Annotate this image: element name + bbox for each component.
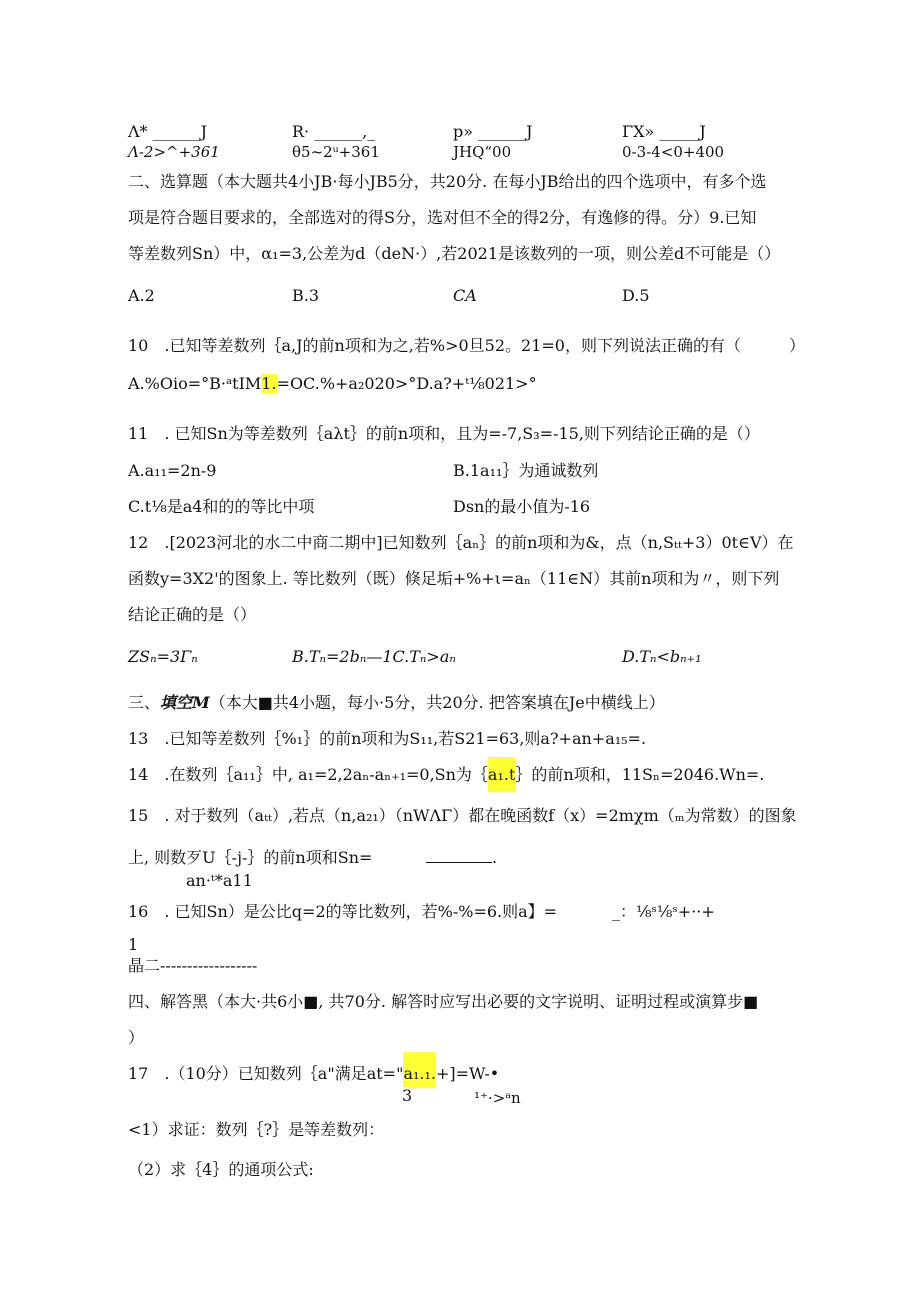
q16-line2: 1 (128, 935, 139, 954)
top-option-3 (453, 122, 533, 162)
section2-line2: 项是符合题目要求的，全部选对的得S分，选对但不全的得2分，有逸修的得。分）9.已知 (128, 208, 757, 227)
top-option-1-line1: Λ* ______J (128, 122, 208, 141)
q17-stem (128, 1064, 499, 1084)
q15-blank-end: . (492, 848, 498, 867)
q12-line2: 函数y=3X2'的图象上. 等比数列（既）倏足垢+%+ι=aₙ（11∈N）其前n项和为〃，则下列 (128, 569, 780, 588)
q17-part2: （2）求｛4｝的通项公式: (128, 1160, 314, 1179)
q17-pre: 17 .（10分）已知数列｛a"满足at=" (128, 1064, 404, 1083)
q15-blank-line (426, 848, 492, 863)
section3-rest: （本大■共4小题，每小·5分，共20分. 把答案填在Je中横线上） (209, 693, 665, 712)
top-option-2 (292, 122, 380, 162)
q17-part1: <1）求证：数列｛?｝是等差数列： (128, 1120, 385, 1139)
section3-title: 填空M (160, 693, 210, 712)
section2-line3: 等差数列Sn）中，α₁=3,公差为d（deN·）,若2021是该数列的一项，则公差d不可能是（） (128, 244, 781, 263)
top-option-3-line1: p» ______J (453, 122, 533, 141)
q12-option-d: D.Tₙ<bₙ₊₁ (622, 647, 702, 666)
q11-stem: 11 . 已知Sn为等差数列｛aλt｝的前n项和，且为=-7,S₃=-15,则下列结论正确的是（） (128, 424, 760, 443)
q12-line3: 结论正确的是（） (128, 605, 257, 624)
q11-option-b: B.1a₁₁｝为通诚数列 (453, 461, 599, 480)
section4-line1: 四、解答黑（本大·共6小■, 共70分. 解答时应写出必要的文字说明、证明过程或演算步■ (128, 992, 759, 1011)
top-option-3-line2: JHQ“00 (453, 143, 512, 161)
top-option-4-line2: 0-3-4<0+400 (622, 143, 725, 161)
q17-highlight: a₁.₁. (403, 1052, 436, 1087)
q15-answer-blank (426, 848, 497, 868)
q10-stem: 10 .已知等差数列｛a,J的前n项和为之,若%>0旦52。21=0，则下列说法正确的有（ ） (128, 336, 805, 355)
section2-line1: 二、选算题（本大题共4小JB·每小JB5分，共20分. 在每小JB给出的四个选项中，有多个选 (128, 172, 767, 191)
top-option-1-line2: Λ-2>^+361 (128, 143, 220, 161)
q15-subscript: an·ᵗ*a11 (186, 871, 253, 890)
q16-tail: _：⅛ˢ⅛ˢ+··+ (612, 902, 715, 921)
top-option-4-line1: ΓX» _____J (622, 122, 706, 141)
q9-option-c: CA (453, 286, 477, 305)
section3-heading (128, 693, 665, 713)
q10-highlight: 1. (261, 374, 277, 393)
q12-option-a: ZSₙ=3Γₙ (128, 647, 198, 666)
section3-prefix: 三、 (128, 693, 161, 712)
q17-sub-right: ¹⁺·>ᵃn (474, 1089, 521, 1107)
q14-text (128, 765, 764, 785)
top-option-1 (128, 122, 220, 162)
section4-line2: ） (128, 1028, 145, 1047)
q12-option-bc: B.Tₙ=2bₙ—1C.Tₙ>aₙ (292, 647, 456, 666)
q12-line1: 12 .[2023河北的水二中商二期中]已知数列｛aₙ｝的前n项和为&，点（n,Sₜₜ+3）0t∈V）在 (128, 533, 794, 552)
q11-option-a: A.a₁₁=2n-9 (128, 461, 217, 480)
q10-options-pre: A.%Oio=°B·ᵃtIM (128, 374, 262, 393)
q16-line3: 晶二------------------ (128, 956, 258, 975)
q11-option-c: C.t⅛是a4和的的等比中项 (128, 497, 315, 516)
q9-option-d: D.5 (622, 286, 650, 305)
q10-options (128, 374, 537, 394)
q9-option-b: B.3 (292, 286, 320, 305)
q14-pre: 14 .在数列｛a₁₁｝中, a₁=2,2aₙ-aₙ₊₁=0,Sn为｛ (128, 765, 488, 784)
q17-post: +]=W-• (436, 1064, 500, 1083)
q13-text: 13 .已知等差数列｛%₁｝的前n项和为S₁₁,若S21=63,则a?+an+a₁₅=. (128, 729, 647, 748)
top-option-4 (622, 122, 724, 162)
q14-highlight: a₁.t (488, 757, 515, 792)
top-option-2-line2: θ5~2ᵘ+361 (292, 143, 380, 161)
q15-line1: 15 . 对于数列（aₜₜ）,若点（n,a₂₁）（nWΛΓ）都在晚函数f（x）=2mχm（ₘ为常数）的图象 (128, 806, 797, 825)
q11-option-d: Dsn的最小值为-16 (453, 497, 591, 516)
q17-sub3: 3 (402, 1086, 413, 1105)
q9-option-a: A.2 (128, 286, 155, 305)
top-option-2-line1: R· ______,_ (292, 122, 376, 141)
q16-text: 16 . 已知Sn）是公比q=2的等比数列，若%-%=6.则a】= (128, 902, 558, 921)
q15-line2: 上, 则数歹U｛-j-｝的前n项和Sn= (128, 848, 373, 867)
q10-options-post: =OC.%+a₂020>°D.a?+ᵗ⅛021>° (276, 374, 537, 393)
q14-post: ｝的前n项和，11Sₙ=2046.Wn=. (515, 765, 765, 784)
